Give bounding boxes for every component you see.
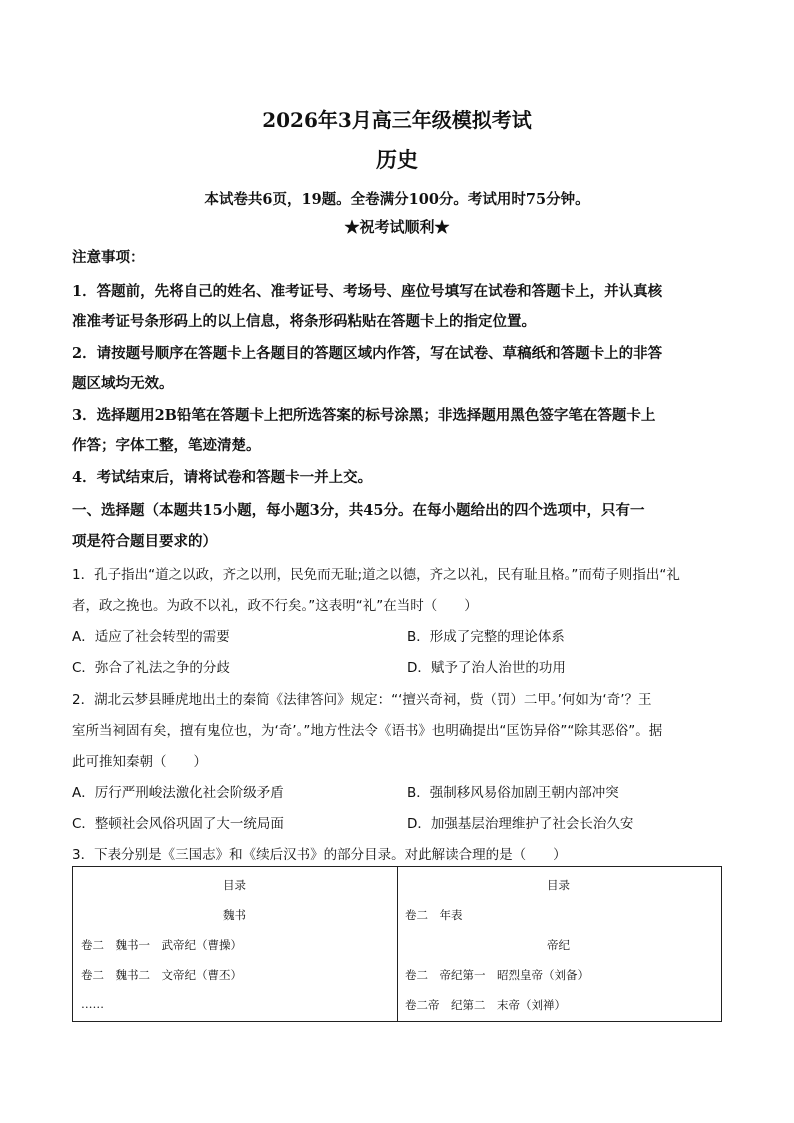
left-row-2: 卷二 魏书二 文帝纪（曹丕） [81, 968, 242, 982]
q2-option-d[interactable]: D．加强基层治理维护了社会长治久安 [407, 816, 634, 832]
left-row-1: 卷二 魏书一 武帝纪（曹操） [81, 938, 242, 952]
q1-option-b[interactable]: B．形成了完整的理论体系 [407, 629, 565, 645]
wish-line: ★祝考试顺利★ [344, 218, 450, 236]
q1-stem-line-2: 者，政之挽也。为政不以礼，政不行矣。”这表明“礼”在当时（ ） [72, 598, 478, 614]
note-2-line-2: 题区域均无效。 [72, 375, 174, 392]
q2-option-a[interactable]: A．厉行严刑峻法激化社会阶级矛盾 [72, 785, 284, 801]
right-row-3: 卷二帝 纪第二 末帝（刘禅） [405, 998, 566, 1012]
note-3-line-2: 作答；字体工整，笔迹清楚。 [72, 437, 261, 454]
subject-title: 历史 [376, 147, 418, 172]
q1-option-c[interactable]: C．弥合了礼法之争的分歧 [72, 660, 230, 676]
note-3-line-1: 3．选择题用2B铅笔在答题卡上把所选答案的标号涂黑；非选择题用黑色签字笔在答题卡上 [72, 407, 656, 424]
notes-heading: 注意事项： [72, 249, 145, 266]
right-row-2: 卷二 帝纪第一 昭烈皇帝（刘备） [405, 968, 589, 982]
left-sub: 魏书 [223, 908, 246, 922]
q2-option-b[interactable]: B．强制移风易俗加剧王朝内部冲突 [407, 785, 619, 801]
q2-option-c[interactable]: C．整顿社会风俗巩固了大一统局面 [72, 816, 284, 832]
exam-info: 本试卷共6页，19题。全卷满分100分。考试用时75分钟。 [204, 191, 590, 208]
note-1-line-2: 准准考证号条形码上的以上信息，将条形码粘贴在答题卡上的指定位置。 [72, 313, 536, 330]
q3-contents-table [72, 866, 722, 1022]
right-heading: 目录 [547, 878, 570, 892]
note-4: 4．考试结束后，请将试卷和答题卡一并上交。 [72, 469, 373, 486]
right-row-1: 卷二 年表 [405, 908, 463, 922]
q3-stem: 3．下表分别是《三国志》和《续后汉书》的部分目录。对此解读合理的是（ ） [72, 847, 567, 863]
left-row-3: …… [81, 997, 104, 1011]
left-heading: 目录 [223, 878, 246, 892]
section-heading-line-1: 一、选择题（本题共15小题，每小题3分，共45分。在每小题给出的四个选项中，只有一 [72, 502, 645, 519]
section-heading-line-2: 项是符合题目要求的） [72, 533, 217, 550]
note-2-line-1: 2．请按题号顺序在答题卡上各题目的答题区域内作答，写在试卷、草稿纸和答题卡上的非答 [72, 345, 663, 362]
q1-option-d[interactable]: D．赋予了治人治世的功用 [407, 660, 566, 676]
q2-stem-line-1: 2．湖北云梦县睡虎地出土的秦简《法律答问》规定：“‘擅兴奇祠，赀（罚）二甲。’何如为‘奇’？王 [72, 692, 652, 708]
note-1-line-1: 1．答题前，先将自己的姓名、准考证号、考场号、座位号填写在试卷和答题卡上，并认真核 [72, 283, 663, 300]
q2-stem-line-3: 此可推知秦朝（ ） [72, 754, 207, 770]
q1-option-a[interactable]: A．适应了社会转型的需要 [72, 629, 230, 645]
right-sub: 帝纪 [547, 938, 570, 952]
exam-title: 2026年3月高三年级模拟考试 [262, 108, 532, 132]
q1-stem-line-1: 1．孔子指出“道之以政，齐之以刑，民免而无耻;道之以德，齐之以礼，民有耻且格。”而荀子则指出“礼 [72, 567, 680, 583]
q2-stem-line-2: 室所当祠固有矣，擅有鬼位也，为‘奇’。”地方性法令《语书》也明确提出“匡饬异俗”“除其恶俗”。据 [72, 723, 663, 739]
table-divider [397, 867, 398, 1021]
